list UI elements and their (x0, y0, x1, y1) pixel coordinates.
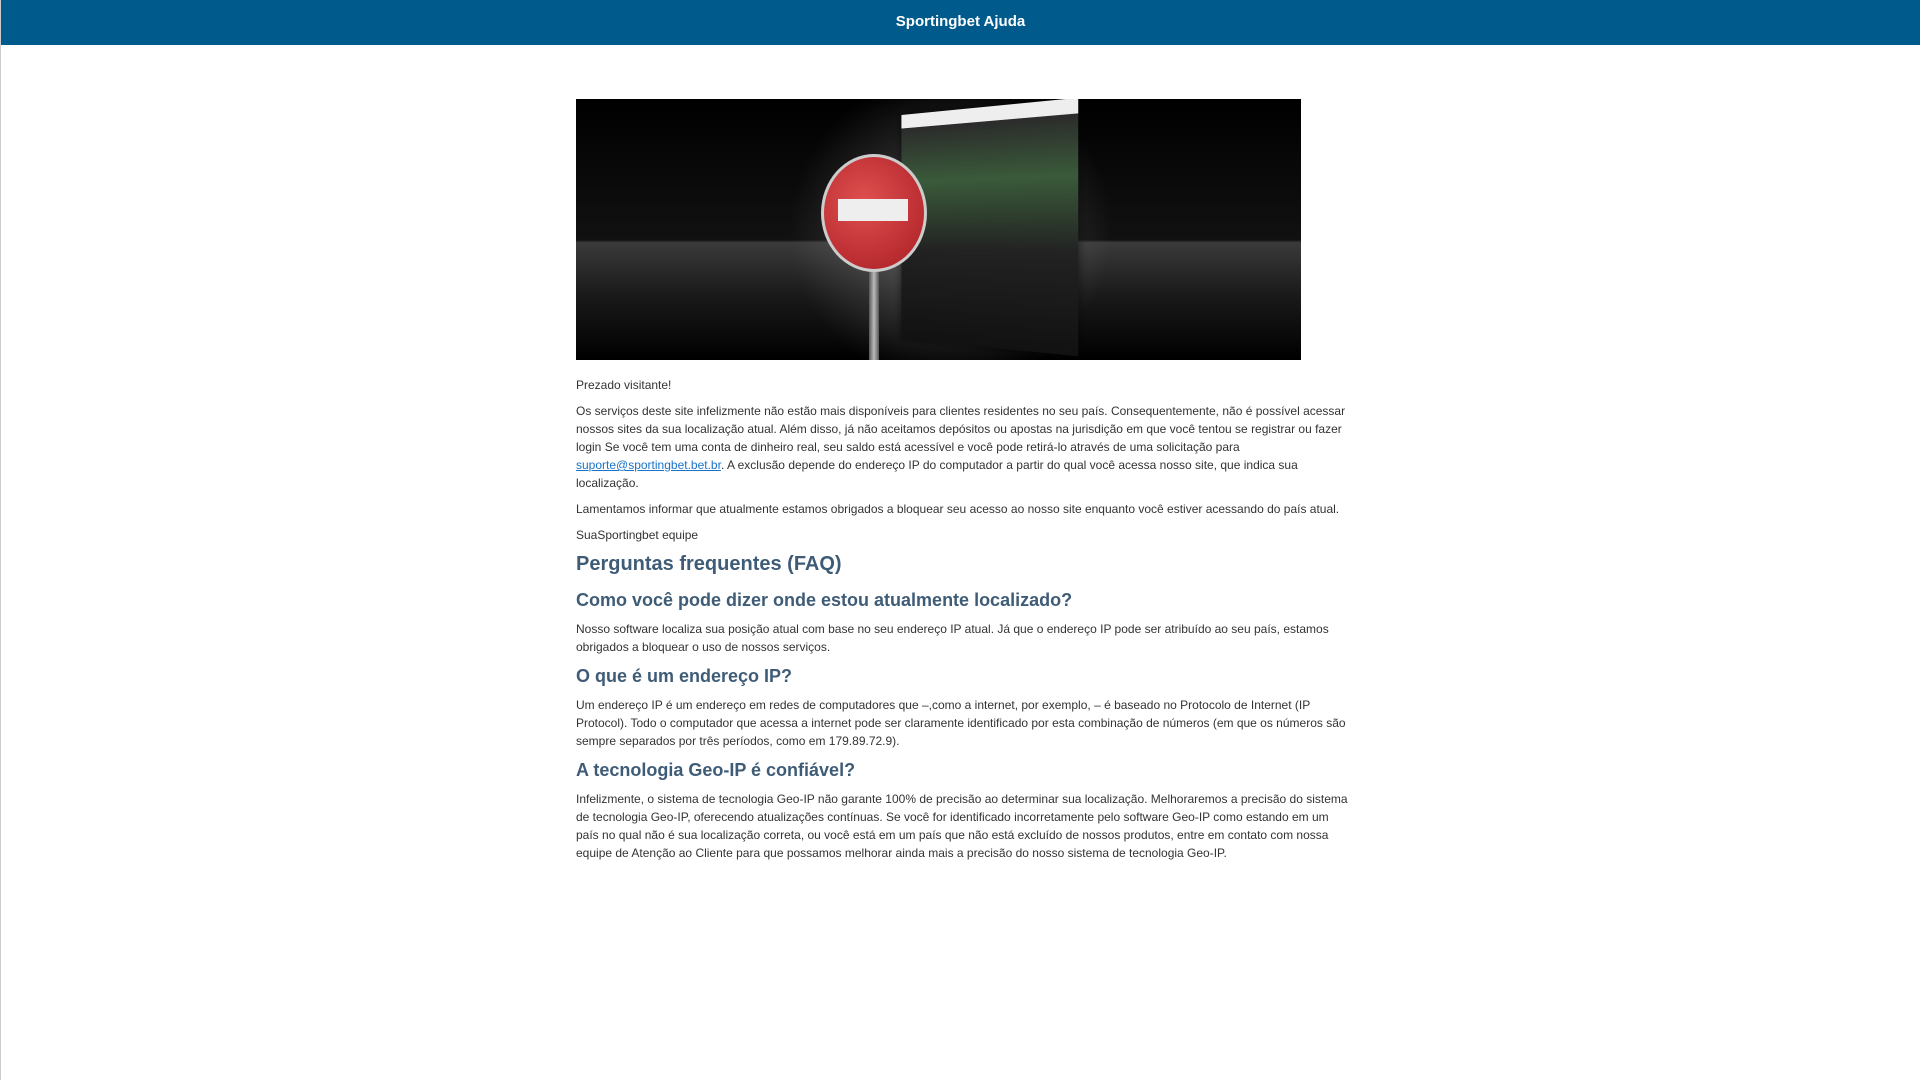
blocked-banner-image (576, 99, 1301, 360)
faq-question: O que é um endereço IP? (576, 666, 793, 686)
faq-question: Como você pode dizer onde estou atualmente localizado? (576, 590, 1073, 610)
intro-paragraph: Os serviços deste site infelizmente não estão mais disponíveis para clientes residentes no seu país. Consequentemente, não é possível acessar nossos sites da sua localização atual. Além disso, já não aceitamos depósitos ou apostas na jurisdição em que você tentou se registrar ou fazer login Se você tem uma conta de dinheiro real, seu saldo está acessível e você pode retirá-lo através de uma solicitação para suporte@sportingbet.bet.br. A exclusão depende do endereço IP do computador a partir do qual você acessa nosso site, que indica sua localização. (576, 404, 1346, 490)
faq-answer: Um endereço IP é um endereço em redes de computadores que –,como a internet, por exemplo, – é baseado no Protocolo de Internet (IP Protocol). Todo o computador que acessa a internet pode ser claramente identificado por esta combinação de números (em que os números são sempre separados por três períodos, como em 179.89.72.9). (576, 698, 1346, 748)
block-notice: Lamentamos informar que atualmente estamos obrigados a bloquear seu acesso ao nosso site enquanto você estiver acessando do país atual. (576, 502, 1340, 516)
faq-answer: Infelizmente, o sistema de tecnologia Geo-IP não garante 100% de precisão ao determinar sua localização. Melhoraremos a precisão do sistema de tecnologia Geo-IP, oferecendo atualizações contínuas. Se você for identificado incorretamente pelo software Geo-IP como estando em um país no qual não é sua localização correta, ou você está em um país que não está excluído de nossos produtos, entre em contato com nossa equipe de Atenção ao Cliente para que possamos melhorar ainda mais a precisão do nosso sistema de tecnologia Geo-IP. (576, 792, 1348, 860)
website-screenshot-graphic (901, 99, 1078, 356)
signature: SuaSportingbet equipe (576, 528, 699, 542)
faq-question: A tecnologia Geo-IP é confiável? (576, 760, 856, 780)
main-content (576, 99, 1351, 870)
faq-title: Perguntas frequentes (FAQ) (576, 553, 842, 575)
greeting: Prezado visitante! (576, 378, 672, 392)
header-bar (1, 0, 1920, 45)
header-title: Sportingbet Ajuda (895, 13, 1026, 30)
support-email-link[interactable]: suporte@sportingbet.bet.br (576, 458, 721, 472)
faq-answer: Nosso software localiza sua posição atual com base no seu endereço IP atual. Já que o endereço IP pode ser atribuído ao seu país, estamos obrigados a bloquear o uso de nossos serviços. (576, 622, 1329, 654)
